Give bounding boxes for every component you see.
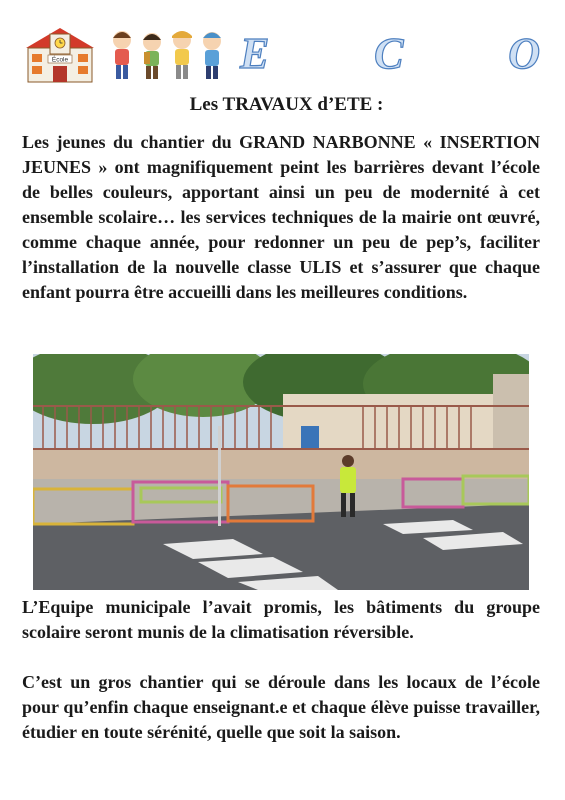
page-header [0, 0, 565, 90]
eco-letter-o: O [508, 29, 540, 78]
air-conditioning-paragraph: L’Equipe municipale l’avait promis, les bâtiments du groupe scolaire seront munis de la climatisation réversible. [22, 597, 540, 642]
school-entrance-photo-illustration [33, 354, 529, 590]
school-building-icon [20, 26, 100, 84]
section-title: Les TRAVAUX d’ETE : [189, 94, 384, 115]
worksite-paragraph: C’est un gros chantier qui se déroule dans les locaux de l’école pour qu’enfin chaque enseignant.e et chaque élève puisse travailler, étudier en toute sérénité, quelle que soit la saison. [22, 672, 540, 742]
intro-paragraph: Les jeunes du chantier du GRAND NARBONNE « INSERTION JEUNES » ont magnifiquement peint les barrières devant l’école de belles couleurs, apportant ainsi un peu de modernité à cet ensemble scolaire… les services techniques de la mairie ont œuvré, comme chaque année, pour redonner un peu de pep’s, faciliter l’installation de la nouvelle classe ULIS et s’assurer que chaque enfant pourra être accueilli dans les meilleures conditions. [22, 132, 540, 302]
eco-letter-c: C [374, 29, 404, 78]
school-sign-text: École [51, 56, 69, 64]
children-icon [108, 26, 230, 84]
eco-letter-e: E [240, 29, 270, 78]
eco-logo-title [240, 28, 540, 78]
school-entrance-photo [33, 354, 529, 590]
